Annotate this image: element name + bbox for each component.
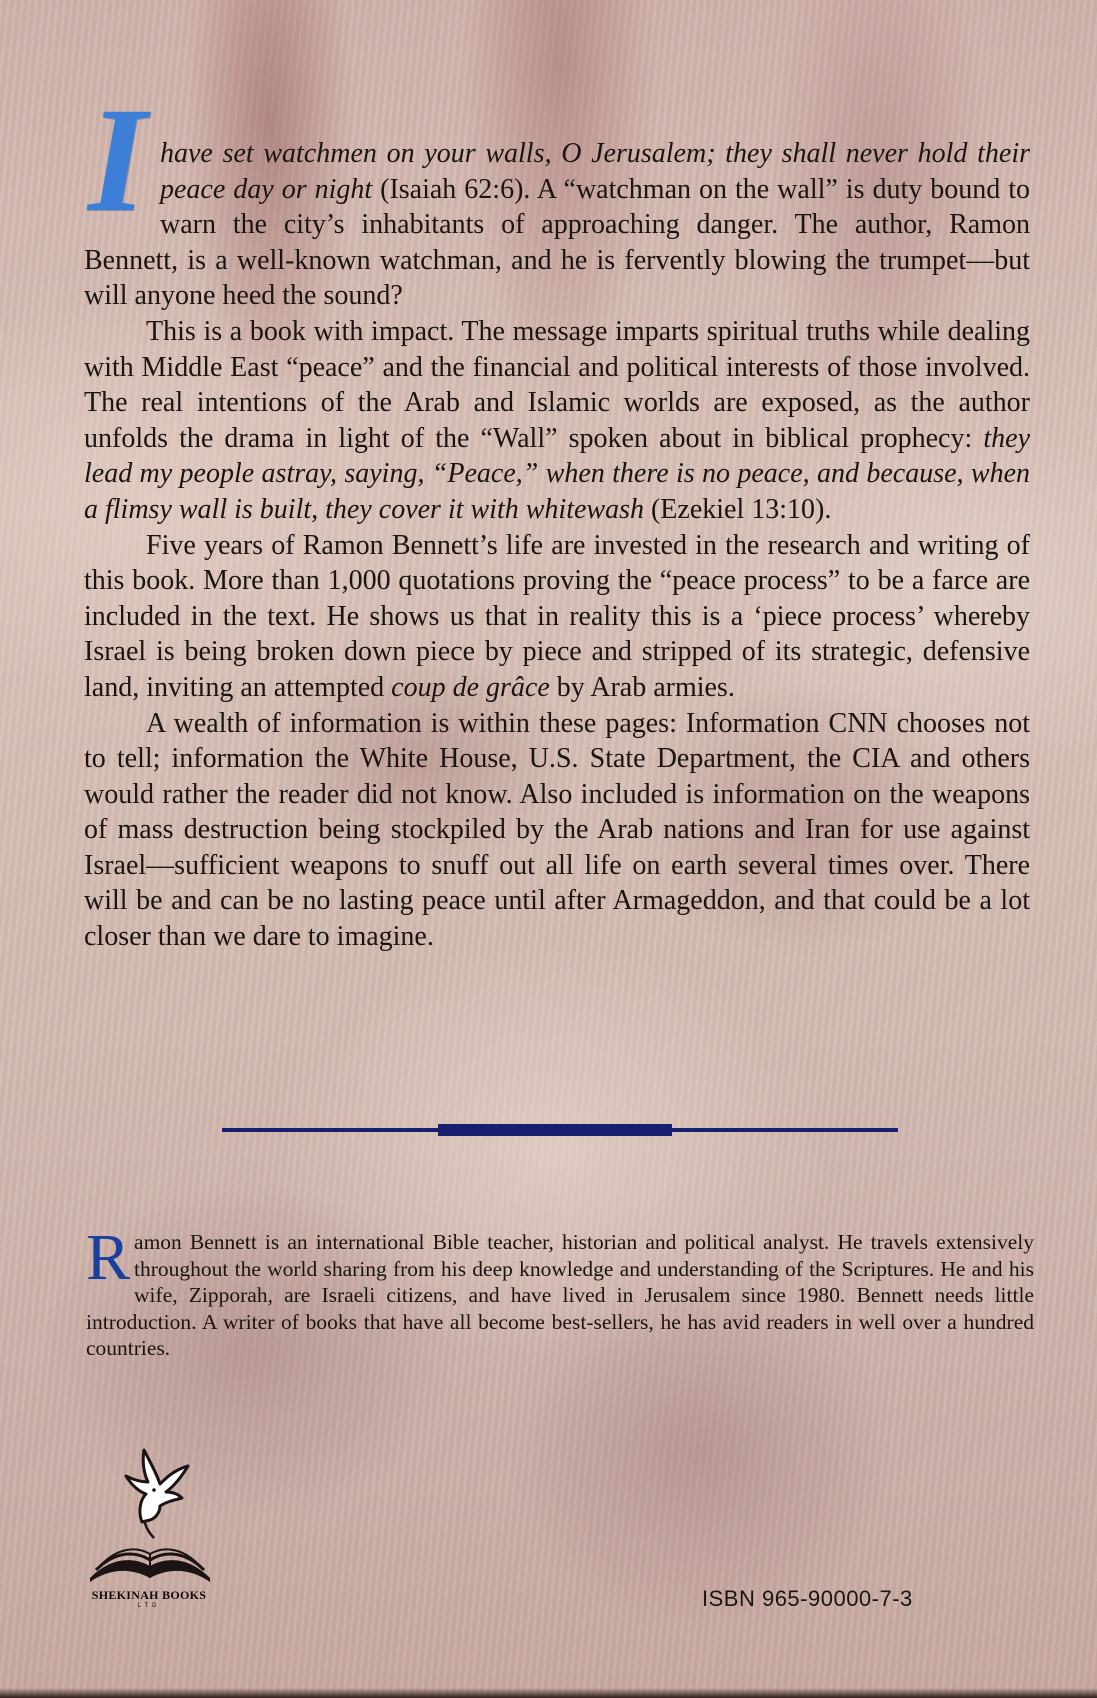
bio-paragraph	[86, 1221, 1034, 1362]
research-paragraph	[84, 528, 1030, 706]
research-text: Five years of Ramon Bennett’s life are invested in the research and writing of this book. More than 1,000 quotations proving the “peace process” to be a farce are included in the text. He shows us that in reality this is a ‘piece process’ whereby Israel is being broken down piece by piece and stripped of its strategic, defensive land, inviting an attempted	[84, 529, 1030, 703]
blurb-text	[84, 77, 1030, 955]
coup-de-grace: coup de grâce	[391, 671, 550, 703]
impact-text: This is a book with impact. The message imparts spiritual truths while dealing with Middle East “peace” and the financial and political interests of those involved. The real intentions of the Arab and Islamic worlds are exposed, as the author unfolds the drama in light of the “Wall” spoken about in biblical prophecy:	[84, 315, 1030, 454]
bio-text: amon Bennett is an international Bible teacher, historian and political analyst. He travels extensively throughout the world sharing from his deep knowledge and understanding of the Scriptures. He and his wife, Zipporah, are Israeli citizens, and have lived in Jerusalem since 1980. Bennett needs little introduction. A writer of books that have all become best-sellers, he has avid readers in well over a hundred countries.	[86, 1230, 1034, 1361]
dove-over-open-book-icon	[80, 1440, 220, 1590]
information-paragraph: A wealth of information is within these pages: Information CNN chooses not to tell; information the White House, U.S. State Department, the CIA and others would rather the reader did not know. Also included is information on the weapons of mass destruction being stockpiled by the Arab nations and Iran for use against Israel—sufficient weapons to snuff out all life on earth several times over. There will be and can be no lasting peace until after Armageddon, and that could be a lot closer than we dare to imagine.	[84, 707, 1030, 953]
divider-rule-center	[438, 1124, 672, 1136]
isbn-number: ISBN 965-90000-7-3	[702, 1586, 913, 1611]
publisher-logo	[80, 1440, 230, 1610]
ezekiel-quote: they lead my people astray, saying, “Peace,” when there is no peace, and because, when a flimsy wall is built, they cover it with whitewash	[84, 422, 1030, 525]
ezekiel-ref: (Ezekiel 13:10).	[643, 493, 832, 525]
bottom-edge	[0, 1688, 1097, 1698]
drop-cap-r: R	[86, 1221, 131, 1294]
publisher-name: SHEKINAH BOOKS	[91, 1588, 207, 1602]
drop-cap-i: I	[88, 77, 147, 243]
intro-rest: (Isaiah 62:6). A “watchman on the wall” is duty bound to warn the city’s inhabitants of approaching danger. The author, Ramon Bennett, is a well-known watchman, and he is fervently blowing the trumpet—but will anyone heed the sound?	[84, 173, 1030, 312]
research-end: by Arab armies.	[549, 671, 735, 703]
impact-paragraph	[84, 314, 1030, 528]
intro-paragraph	[84, 77, 1030, 314]
isaiah-quote: have set watchmen on your walls, O Jerusalem; they shall never hold their peace day or night	[160, 138, 1030, 205]
author-bio	[86, 1221, 1034, 1362]
publisher-sub: LTD	[137, 1603, 161, 1609]
